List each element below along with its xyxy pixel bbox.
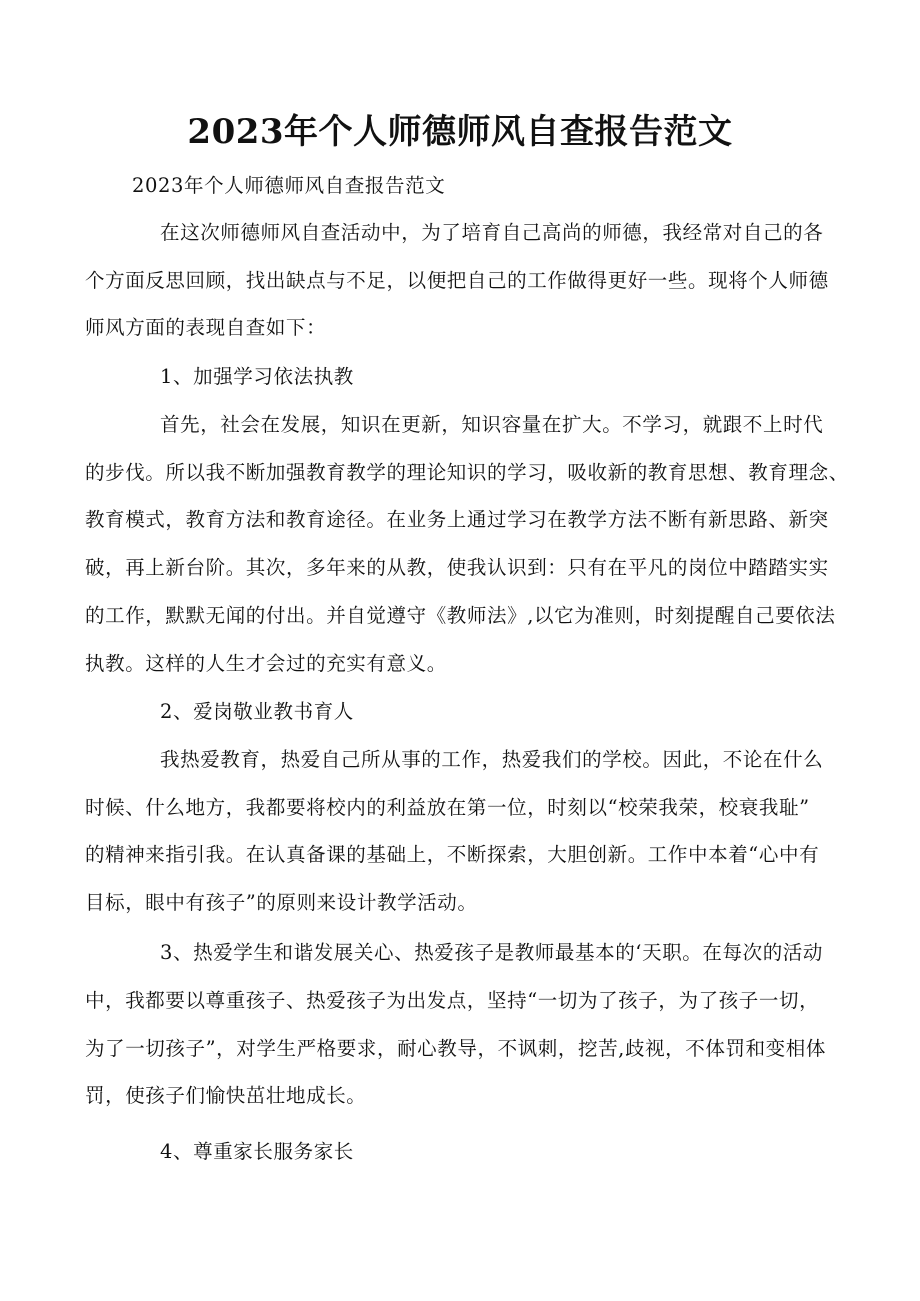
document-title: 2023年个人师德师风自查报告范文 [187, 112, 733, 152]
paragraph-line: 破，再上新台阶。其次，多年来的从教，使我认识到：只有在平凡的岗位中踏踏实实 [85, 556, 829, 579]
paragraph-line: 执教。这样的人生才会过的充实有意义。 [85, 652, 447, 675]
section-heading: 2、爱岗敬业教书育人 [160, 700, 354, 723]
paragraph-line: 的步伐。所以我不断加强教育教学的理论知识的学习，吸收新的教育思想、教育理念、 [85, 461, 849, 484]
paragraph-line: 个方面反思回顾，找出缺点与不足，以便把自己的工作做得更好一些。现将个人师德 [85, 269, 829, 292]
paragraph-line: 在这次师德师风自查活动中，为了培育自己高尚的师德，我经常对自己的各 [160, 221, 824, 244]
paragraph-line: 教育模式，教育方法和教育途径。在业务上通过学习在教学方法不断有新思路、新突 [85, 508, 829, 531]
section-heading: 1、加强学习依法执教 [160, 365, 354, 388]
paragraph-line: 的工作，默默无闻的付出。并自觉遵守《教师法》,以它为准则，时刻提醒自己要依法 [85, 604, 836, 627]
paragraph-line: 的精神来指引我。在认真备课的基础上，不断探索，大胆创新。工作中本着“心中有 [85, 843, 820, 866]
paragraph-line: 首先，社会在发展，知识在更新，知识容量在扩大。不学习，就跟不上时代 [160, 413, 824, 436]
paragraph-line: 我热爱教育，热爱自己所从事的工作，热爱我们的学校。因此，不论在什么 [160, 748, 824, 771]
paragraph-line: 3、热爱学生和谐发展关心、热爱孩子是教师最基本的‘天职。在每次的活动 [160, 941, 824, 964]
section-heading: 4、尊重家长服务家长 [160, 1140, 354, 1163]
paragraph-line: 时候、什么地方，我都要将校内的利益放在第一位，时刻以“校荣我荣，校衰我耻” [85, 796, 810, 819]
paragraph-line: 师风方面的表现自查如下： [85, 316, 327, 339]
paragraph-line: 目标，眼中有孩子”的原则来设计教学活动。 [85, 891, 478, 914]
document-subtitle: 2023年个人师德师风自查报告范文 [132, 174, 446, 197]
paragraph-line: 中，我都要以尊重孩子、热爱孩子为出发点，坚持“一切为了孩子，为了孩子一切， [85, 989, 820, 1012]
paragraph-line: 为了一切孩子”，对学生严格要求，耐心教导，不讽刺，挖苦,歧视，不体罚和变相体 [85, 1037, 826, 1060]
paragraph-line: 罚，使孩子们愉快茁壮地成长。 [85, 1084, 367, 1107]
